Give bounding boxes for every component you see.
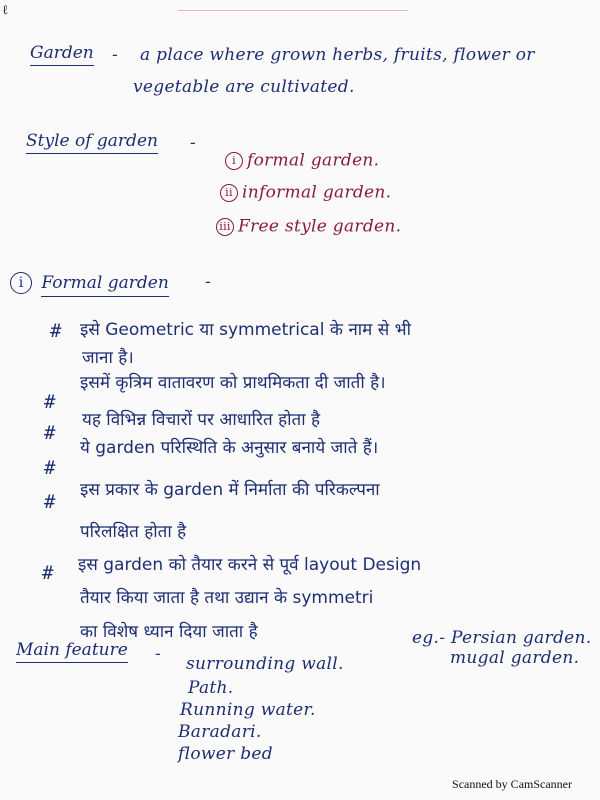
style-item-1-text: formal garden. — [247, 150, 380, 171]
style-item-3-text: Free style garden. — [238, 216, 402, 237]
style-item-2 — [220, 184, 391, 202]
point-3-line-1: यह विभिन्न विचारों पर आधारित होता है — [82, 410, 321, 430]
formal-heading-row — [10, 272, 169, 294]
definition-term: Garden — [30, 45, 94, 66]
point-5-line-1: इस प्रकार के garden में निर्माता की परिकल्पना — [80, 480, 380, 500]
feature-item-5: flower bed — [178, 744, 273, 764]
feature-item-4: Baradari. — [178, 722, 262, 742]
example-label: eg.- Persian garden. — [412, 628, 592, 648]
point-4-hash: # — [44, 457, 56, 479]
definition-dash: - — [112, 45, 119, 65]
point-2-line-1: इसमें कृत्रिम वातावरण को प्राथमिकता दी जाती है। — [80, 373, 386, 393]
feature-item-3: Running water. — [180, 700, 316, 720]
formal-heading-dash: - — [205, 272, 212, 292]
scanner-watermark: Scanned by CamScanner — [452, 777, 572, 791]
example-2: mugal garden. — [450, 648, 580, 668]
styles-dash: - — [190, 133, 197, 153]
main-feature-heading: Main feature — [16, 642, 128, 663]
corner-mark: ℓ — [2, 3, 9, 18]
point-6-line-2: तैयार किया जाता है तथा उद्यान के symmetri — [80, 588, 374, 608]
feature-item-2: Path. — [188, 678, 234, 698]
point-1-line-2: जाना है। — [82, 348, 134, 368]
definition-line-1: a place where grown herbs, fruits, flower or — [140, 45, 535, 65]
main-feature-dash: - — [155, 644, 162, 664]
point-3-hash: # — [44, 422, 56, 444]
point-4-line-1: ये garden परिस्थिति के अनुसार बनाये जाते हैं। — [80, 438, 379, 458]
style-item-1 — [225, 152, 379, 170]
style-item-3 — [216, 218, 401, 236]
point-2-hash: # — [44, 391, 56, 413]
style-item-1-number: i — [225, 152, 243, 170]
point-6-hash: # — [42, 562, 54, 584]
feature-item-1: surrounding wall. — [186, 654, 344, 674]
style-item-2-number: ii — [220, 184, 238, 202]
top-margin-rule — [178, 10, 408, 11]
styles-heading: Style of garden — [26, 133, 158, 154]
definition-line-2: vegetable are cultivated. — [133, 77, 355, 97]
style-item-3-number: iii — [216, 218, 234, 236]
formal-heading: Formal garden — [41, 273, 168, 297]
formal-heading-number: i — [10, 272, 32, 294]
style-item-2-text: informal garden. — [242, 182, 392, 203]
point-5-hash: # — [44, 491, 56, 513]
point-1-hash: # — [50, 320, 62, 342]
point-5-line-2: परिलक्षित होता है — [80, 522, 187, 542]
point-1-line-1: इसे Geometric या symmetrical के नाम से भी — [80, 320, 411, 340]
point-6-line-3: का विशेष ध्यान दिया जाता है — [80, 622, 258, 642]
point-6-line-1: इस garden को तैयार करने से पूर्व layout Design — [78, 555, 422, 575]
